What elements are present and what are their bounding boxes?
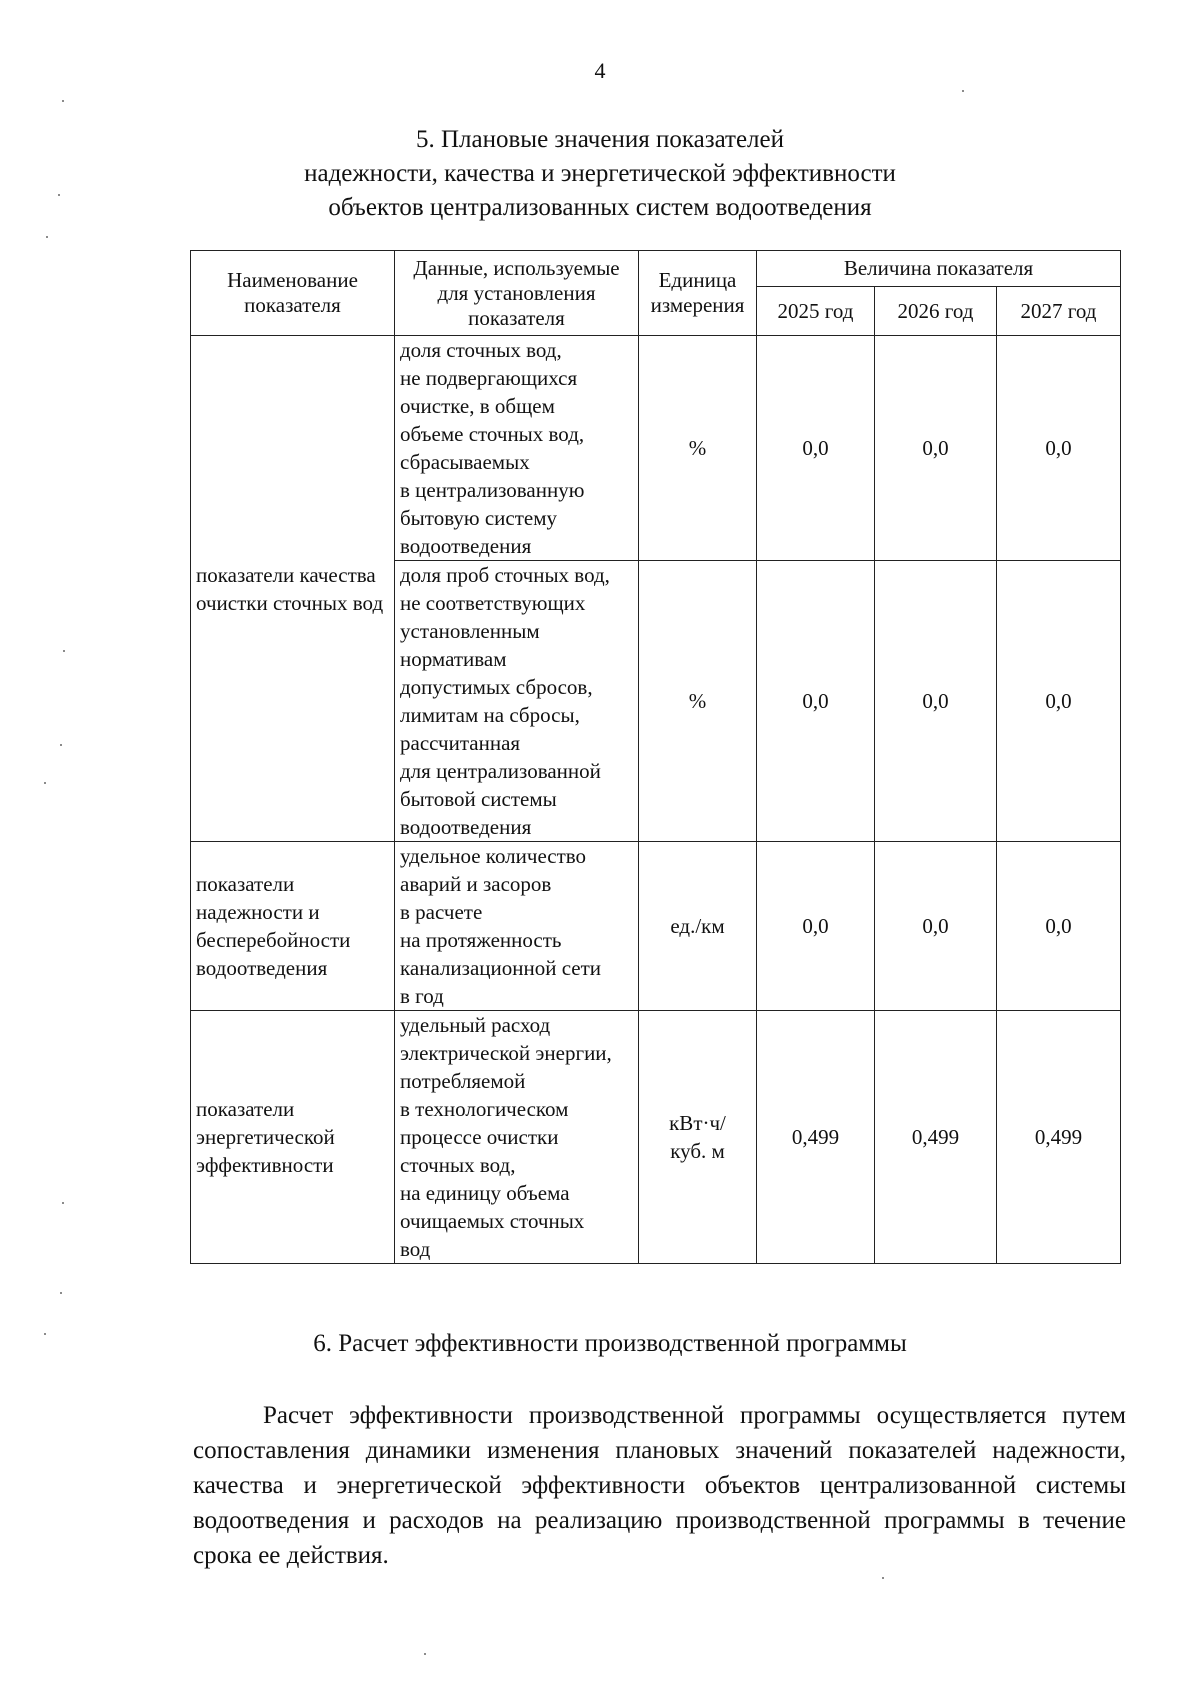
value-cell: 0,0	[997, 842, 1121, 1011]
group-name: показатели энергетической эффективности	[191, 1011, 395, 1264]
indicators-table	[190, 250, 1121, 1264]
value-cell: 0,0	[997, 336, 1121, 561]
scan-speck	[962, 90, 964, 92]
value-cell: 0,0	[875, 561, 997, 842]
page-number: 4	[594, 58, 606, 83]
scan-speck	[62, 1202, 64, 1204]
value-cell: 0,0	[757, 842, 875, 1011]
section-5-title	[0, 123, 1200, 225]
scan-speck	[62, 100, 64, 102]
indicator-unit: %	[639, 336, 757, 561]
scan-speck	[882, 1577, 884, 1579]
header-unit: Единица измерения	[639, 251, 757, 336]
section-6-paragraph: Расчет эффективности производственной программы осуществляется путем сопоставления динамики изменения плановых значений показателей надежности, качества и энергетической эффективности объектов централизованной системы водоотведения и расходов на реализацию производственной программы в течение срока ее действия.	[193, 1402, 1126, 1569]
section-5-title-line: надежности, качества и энергетической эффективности	[304, 160, 896, 187]
header-year: 2025 год	[757, 287, 875, 336]
scan-speck	[58, 194, 60, 196]
scan-speck	[44, 782, 46, 784]
indicator-unit: %	[639, 561, 757, 842]
value-cell: 0,499	[757, 1011, 875, 1264]
scan-speck	[63, 650, 65, 652]
scan-speck	[424, 1653, 426, 1655]
value-cell: 0,0	[757, 336, 875, 561]
value-cell: 0,499	[997, 1011, 1121, 1264]
table-row	[191, 842, 1121, 1011]
table-row	[191, 1011, 1121, 1264]
section-5-title-line: 5. Плановые значения показателей	[415, 126, 785, 153]
group-name: показатели надежности и бесперебойности водоотведения	[191, 842, 395, 1011]
indicator-data: доля сточных вод, не подвергающихся очистке, в общем объеме сточных вод, сбрасываемых в централизованную бытовую систему водоотведения	[395, 336, 639, 561]
header-value-group: Величина показателя	[757, 251, 1121, 287]
scan-speck	[44, 1333, 46, 1335]
indicator-data: удельное количество аварий и засоров в расчете на протяженность канализационной сети в год	[395, 842, 639, 1011]
value-cell: 0,0	[997, 561, 1121, 842]
value-cell: 0,0	[875, 336, 997, 561]
value-cell: 0,0	[875, 842, 997, 1011]
indicator-unit: ед./км	[639, 842, 757, 1011]
section-6-title: 6. Расчет эффективности производственной программы	[313, 1330, 907, 1357]
scan-speck	[46, 236, 48, 238]
header-data: Данные, используемые для установления показателя	[395, 251, 639, 336]
indicator-unit: кВт·ч/ куб. м	[639, 1011, 757, 1264]
indicator-data: удельный расход электрической энергии, потребляемой в технологическом процессе очистки сточных вод, на единицу объема очищаемых сточных вод	[395, 1011, 639, 1264]
group-name: показатели качества очистки сточных вод	[191, 336, 395, 842]
header-year: 2026 год	[875, 287, 997, 336]
scan-speck	[60, 1292, 62, 1294]
header-year: 2027 год	[997, 287, 1121, 336]
section-5-title-line: объектов централизованных систем водоотведения	[328, 194, 872, 221]
indicator-data: доля проб сточных вод, не соответствующих установленным нормативам допустимых сбросов, лимитам на сбросы, рассчитанная для централизованной бытовой системы водоотведения	[395, 561, 639, 842]
scan-speck	[60, 744, 62, 746]
table-row	[191, 336, 1121, 561]
header-name: Наименование показателя	[191, 251, 395, 336]
value-cell: 0,0	[757, 561, 875, 842]
value-cell: 0,499	[875, 1011, 997, 1264]
